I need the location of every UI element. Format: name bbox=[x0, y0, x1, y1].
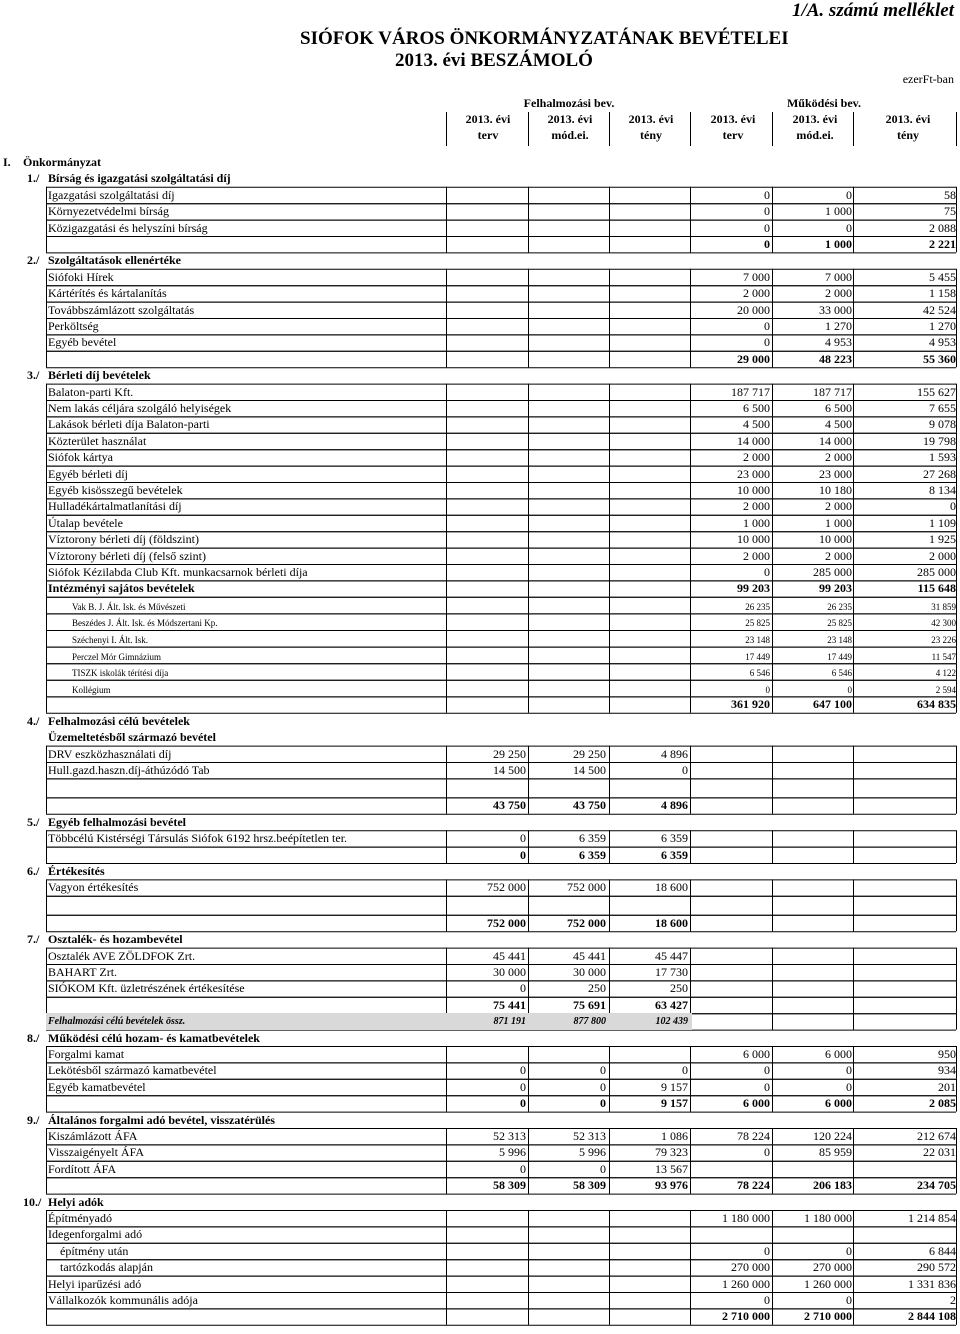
cell-value: 752 000 bbox=[487, 915, 526, 930]
row-label: Osztalék AVE ZÖLDFOK Zrt. bbox=[48, 948, 196, 963]
cell-value: 23 226 bbox=[931, 635, 956, 645]
cell-value: 1 260 000 bbox=[804, 1276, 852, 1291]
cell-value: 58 bbox=[944, 187, 956, 202]
cell-value: 2 085 bbox=[929, 1096, 956, 1111]
header-col-kind: mód.ei. bbox=[551, 128, 589, 142]
cell-value: 23 000 bbox=[737, 466, 770, 481]
cell-value: 0 bbox=[764, 1079, 770, 1094]
cell-value: 0 bbox=[764, 1063, 770, 1078]
cell-value: 9 157 bbox=[661, 1079, 688, 1094]
cell-value: 99 203 bbox=[737, 581, 770, 596]
cell-value: 4 953 bbox=[825, 335, 852, 350]
cell-value: 85 959 bbox=[819, 1145, 852, 1160]
row-label: Egyéb bérleti díj bbox=[48, 466, 128, 481]
row-label: Továbbszámlázott szolgáltatás bbox=[48, 302, 195, 317]
cell-value: 1 270 bbox=[825, 319, 852, 333]
section-title: Bírság és igazgatási szolgáltatási díj bbox=[48, 171, 231, 186]
cell-value: 26 235 bbox=[827, 601, 852, 612]
cell-value: 0 bbox=[764, 1145, 770, 1160]
cell-value: 4 896 bbox=[661, 798, 688, 813]
cell-value: 29 250 bbox=[493, 746, 526, 761]
cell-value: 6 359 bbox=[661, 831, 688, 846]
cell-value: 2 000 bbox=[743, 499, 770, 514]
cell-value: 5 455 bbox=[929, 269, 956, 284]
row-label: építmény után bbox=[60, 1243, 129, 1258]
cell-value: 14 500 bbox=[493, 763, 526, 777]
row-label: Környezetvédelmi bírság bbox=[48, 204, 169, 219]
cell-value: 58 309 bbox=[493, 1178, 526, 1193]
cell-value: 1 000 bbox=[825, 515, 852, 530]
cell-value: 6 000 bbox=[743, 1096, 770, 1111]
cell-value: 11 547 bbox=[931, 651, 956, 662]
row-label: Perczel Mór Gimnázium bbox=[72, 651, 161, 662]
cell-value: 7 000 bbox=[825, 269, 852, 284]
row-label: SIÓKOM Kft. üzletrészének értékesítése bbox=[48, 981, 245, 996]
cell-value: 43 750 bbox=[573, 798, 606, 813]
cell-value: 250 bbox=[588, 981, 606, 996]
cell-value: 115 648 bbox=[917, 581, 956, 596]
cell-value: 290 572 bbox=[917, 1260, 956, 1275]
cell-value: 6 359 bbox=[661, 847, 688, 862]
cell-value: 0 bbox=[846, 187, 852, 202]
row-label: Hull.gazd.haszn.díj-áthúzódó Tab bbox=[48, 763, 210, 777]
cell-value: 22 031 bbox=[923, 1145, 956, 1160]
cell-value: 1 109 bbox=[929, 515, 956, 530]
cell-value: 58 309 bbox=[573, 1178, 606, 1193]
section-number: 9./ bbox=[27, 1112, 40, 1127]
cell-value: 647 100 bbox=[813, 697, 852, 712]
cell-value: 0 bbox=[764, 1293, 770, 1307]
cell-value: 1 214 854 bbox=[908, 1211, 956, 1225]
cell-value: 26 235 bbox=[745, 601, 770, 612]
row-label: Intézményi sajátos bevételek bbox=[48, 581, 195, 596]
cell-value: 270 000 bbox=[731, 1260, 770, 1275]
cell-value: 45 447 bbox=[655, 948, 688, 963]
cell-value: 1 270 bbox=[929, 319, 956, 333]
cell-value: 0 bbox=[520, 1161, 526, 1176]
cell-value: 201 bbox=[938, 1079, 956, 1094]
unit-label: ezerFt-ban bbox=[902, 72, 954, 86]
cell-value: 29 250 bbox=[573, 746, 606, 761]
row-label: Kártérítés és kártalanítás bbox=[48, 286, 167, 301]
cell-value: 6 546 bbox=[831, 668, 852, 679]
row-label: Perköltség bbox=[48, 319, 99, 333]
cell-value: 14 000 bbox=[819, 433, 852, 448]
cell-value: 1 331 836 bbox=[908, 1276, 956, 1291]
document-title: SIÓFOK VÁROS ÖNKORMÁNYZATÁNAK BEVÉTELEI bbox=[300, 28, 789, 49]
cell-value: 9 157 bbox=[661, 1096, 688, 1111]
cell-value: 2 710 000 bbox=[722, 1309, 770, 1324]
row-label: Víztorony bérleti díj (földszint) bbox=[48, 532, 199, 547]
row-label: Vagyon értékesítés bbox=[48, 880, 139, 895]
section-title: Működési célú hozam- és kamatbevételek bbox=[48, 1030, 260, 1045]
section-title: Bérleti díj bevételek bbox=[48, 368, 151, 383]
cell-value: 6 000 bbox=[825, 1047, 852, 1061]
cell-value: 14 000 bbox=[737, 433, 770, 448]
cell-value: 52 313 bbox=[573, 1129, 606, 1143]
cell-value: 155 627 bbox=[917, 384, 956, 399]
cell-value: 950 bbox=[938, 1047, 956, 1061]
row-label: Siófok kártya bbox=[48, 450, 113, 465]
header-col-year: 2013. évi bbox=[792, 112, 838, 126]
cell-value: 7 000 bbox=[743, 269, 770, 284]
cell-value: 55 360 bbox=[923, 351, 956, 366]
cell-value: 8 134 bbox=[929, 483, 956, 497]
row-label: Lekötésből származó kamatbevétel bbox=[48, 1063, 217, 1078]
cell-value: 1 000 bbox=[825, 204, 852, 219]
annex-label: 1/A. számú melléklet bbox=[791, 0, 954, 21]
row-label: Egyéb kisösszegű bevételek bbox=[48, 483, 183, 497]
row-label: Egyéb kamatbevétel bbox=[48, 1079, 146, 1094]
cell-value: 17 449 bbox=[745, 651, 770, 662]
cell-value: 78 224 bbox=[737, 1178, 770, 1193]
cell-value: 23 148 bbox=[745, 635, 770, 645]
cell-value: 18 600 bbox=[655, 915, 688, 930]
cell-value: 1 158 bbox=[929, 286, 956, 301]
cell-value: 285 000 bbox=[917, 565, 956, 579]
cell-value: 18 600 bbox=[655, 880, 688, 895]
cell-value: 10 000 bbox=[737, 483, 770, 497]
header-col-year: 2013. évi bbox=[885, 112, 931, 126]
cell-value: 23 000 bbox=[819, 466, 852, 481]
cell-value: 0 bbox=[600, 1079, 606, 1094]
cell-value: 0 bbox=[764, 220, 770, 235]
cell-value: 14 500 bbox=[573, 763, 606, 777]
cell-value: 361 920 bbox=[731, 697, 770, 712]
row-label: Vállalkozók kommunális adója bbox=[48, 1293, 198, 1307]
cell-value: 0 bbox=[765, 684, 770, 695]
cell-value: 1 086 bbox=[661, 1129, 688, 1143]
cell-value: 0 bbox=[520, 1096, 526, 1111]
row-label: Forgalmi kamat bbox=[48, 1047, 125, 1061]
cell-value: 79 323 bbox=[655, 1145, 688, 1160]
row-label: Egyéb bevétel bbox=[48, 335, 117, 350]
cell-value: 187 717 bbox=[731, 384, 770, 399]
cell-value: 0 bbox=[682, 1063, 688, 1078]
row-label: DRV eszközhasználati díj bbox=[48, 746, 172, 761]
section-number: I. bbox=[3, 155, 11, 169]
cell-value: 13 567 bbox=[655, 1161, 688, 1176]
cell-value: 52 313 bbox=[493, 1129, 526, 1143]
cell-value: 10 000 bbox=[737, 532, 770, 547]
row-label: Közterület használat bbox=[48, 433, 147, 448]
cell-value: 1 180 000 bbox=[804, 1211, 852, 1225]
cell-value: 212 674 bbox=[917, 1129, 956, 1143]
row-label: Nem lakás céljára szolgáló helyiségek bbox=[48, 401, 232, 415]
section-number: 1./ bbox=[27, 171, 40, 186]
row-label: Víztorony bérleti díj (felső szint) bbox=[48, 548, 206, 563]
cell-value: 2 000 bbox=[825, 286, 852, 301]
row-label: Felhalmozási célú bevételek össz. bbox=[48, 1016, 186, 1028]
cell-value: 2 000 bbox=[743, 286, 770, 301]
cell-value: 2 594 bbox=[935, 684, 956, 695]
cell-value: 75 691 bbox=[573, 997, 606, 1012]
cell-value: 0 bbox=[764, 237, 770, 251]
cell-value: 48 223 bbox=[819, 351, 852, 366]
section-number: 6./ bbox=[27, 864, 40, 878]
cell-value: 2 844 108 bbox=[908, 1309, 956, 1324]
section-title: Önkormányzat bbox=[23, 155, 101, 169]
row-label: Helyi iparűzési adó bbox=[48, 1276, 142, 1291]
cell-value: 23 148 bbox=[827, 635, 852, 645]
cell-value: 250 bbox=[670, 981, 688, 996]
cell-value: 6 359 bbox=[579, 831, 606, 846]
section-title: Osztalék- és hozambevétel bbox=[48, 932, 183, 947]
row-label: Idegenforgalmi adó bbox=[48, 1227, 143, 1242]
cell-value: 0 bbox=[520, 981, 526, 996]
cell-value: 877 800 bbox=[573, 1016, 606, 1028]
cell-value: 0 bbox=[600, 1063, 606, 1078]
cell-value: 6 359 bbox=[579, 847, 606, 862]
header-col-kind: mód.ei. bbox=[796, 128, 834, 142]
cell-value: 0 bbox=[764, 565, 770, 579]
row-label: Vak B. J. Ált. Isk. és Művészeti bbox=[72, 601, 186, 612]
section-number: 3./ bbox=[27, 368, 40, 383]
cell-value: 45 441 bbox=[493, 948, 526, 963]
header-col-kind: terv bbox=[477, 128, 499, 142]
header-col-year: 2013. évi bbox=[547, 112, 593, 126]
cell-value: 934 bbox=[938, 1063, 956, 1078]
row-label: Útalap bevétele bbox=[48, 515, 123, 530]
cell-value: 42 524 bbox=[923, 302, 956, 317]
cell-value: 270 000 bbox=[813, 1260, 852, 1275]
cell-value: 2 710 000 bbox=[804, 1309, 852, 1324]
cell-value: 30 000 bbox=[573, 965, 606, 979]
cell-value: 29 000 bbox=[737, 351, 770, 366]
section-title: Felhalmozási célú bevételek bbox=[48, 713, 190, 728]
cell-value: 17 730 bbox=[655, 965, 688, 979]
cell-value: 0 bbox=[846, 1063, 852, 1078]
cell-value: 78 224 bbox=[737, 1129, 770, 1143]
cell-value: 63 427 bbox=[655, 997, 688, 1012]
cell-value: 752 000 bbox=[567, 880, 606, 895]
cell-value: 5 996 bbox=[579, 1145, 606, 1160]
row-label: Kiszámlázott ÁFA bbox=[48, 1129, 138, 1143]
row-label: Közigazgatási és helyszíni bírság bbox=[48, 220, 208, 235]
cell-value: 871 191 bbox=[493, 1016, 526, 1028]
section-number: 4./ bbox=[27, 713, 40, 728]
cell-value: 1 260 000 bbox=[722, 1276, 770, 1291]
cell-value: 43 750 bbox=[493, 798, 526, 813]
row-label: BAHART Zrt. bbox=[48, 965, 118, 979]
cell-value: 4 500 bbox=[743, 417, 770, 432]
cell-value: 4 896 bbox=[661, 746, 688, 761]
cell-value: 752 000 bbox=[487, 880, 526, 895]
subsection-title: Üzemeltetésből származó bevétel bbox=[48, 730, 216, 745]
cell-value: 2 000 bbox=[825, 499, 852, 514]
cell-value: 120 224 bbox=[813, 1129, 852, 1143]
document-subtitle: 2013. évi BESZÁMOLÓ bbox=[395, 50, 593, 71]
cell-value: 2 bbox=[950, 1293, 956, 1307]
cell-value: 4 953 bbox=[929, 335, 956, 350]
cell-value: 6 844 bbox=[929, 1243, 956, 1258]
cell-value: 6 000 bbox=[825, 1096, 852, 1111]
section-number: 7./ bbox=[27, 932, 40, 947]
cell-value: 0 bbox=[520, 1079, 526, 1094]
cell-value: 1 593 bbox=[929, 450, 956, 465]
cell-value: 4 122 bbox=[935, 668, 956, 679]
cell-value: 2 000 bbox=[825, 548, 852, 563]
cell-value: 0 bbox=[764, 1243, 770, 1258]
row-label: Visszaigényelt ÁFA bbox=[48, 1145, 145, 1160]
cell-value: 30 000 bbox=[493, 965, 526, 979]
section-number: 2./ bbox=[27, 253, 40, 268]
header-col-kind: tény bbox=[640, 128, 662, 142]
cell-value: 187 717 bbox=[813, 384, 852, 399]
header-col-year: 2013. évi bbox=[465, 112, 511, 126]
cell-value: 0 bbox=[520, 1063, 526, 1078]
cell-value: 102 439 bbox=[655, 1016, 688, 1028]
cell-value: 25 825 bbox=[827, 618, 852, 629]
cell-value: 17 449 bbox=[827, 651, 852, 662]
cell-value: 0 bbox=[764, 319, 770, 333]
header-group-mukodesi: Működési bev. bbox=[786, 96, 861, 110]
cell-value: 2 000 bbox=[743, 548, 770, 563]
cell-value: 10 180 bbox=[819, 483, 852, 497]
row-label: Igazgatási szolgáltatási díj bbox=[48, 187, 175, 202]
cell-value: 6 546 bbox=[749, 668, 770, 679]
row-label: Beszédes J. Ált. Isk. és Módszertani Kp. bbox=[72, 618, 218, 629]
header-group-felhalmozasi: Felhalmozási bev. bbox=[523, 96, 615, 110]
header-col-kind: tény bbox=[897, 128, 919, 142]
cell-value: 5 996 bbox=[499, 1145, 526, 1160]
cell-value: 6 000 bbox=[743, 1047, 770, 1061]
cell-value: 2 088 bbox=[929, 220, 956, 235]
row-label: TISZK iskolák térítési díja bbox=[72, 668, 169, 679]
cell-value: 42 300 bbox=[931, 618, 956, 629]
cell-value: 234 705 bbox=[917, 1178, 956, 1193]
cell-value: 634 835 bbox=[917, 697, 956, 712]
cell-value: 1 000 bbox=[825, 237, 852, 251]
cell-value: 0 bbox=[950, 499, 956, 514]
row-label: Balaton-parti Kft. bbox=[48, 384, 134, 399]
row-label: Építményadó bbox=[48, 1211, 112, 1225]
section-title: Helyi adók bbox=[48, 1194, 104, 1209]
cell-value: 6 500 bbox=[743, 401, 770, 415]
cell-value: 0 bbox=[846, 1293, 852, 1307]
cell-value: 0 bbox=[764, 335, 770, 350]
cell-value: 20 000 bbox=[737, 302, 770, 317]
section-title: Szolgáltatások ellenértéke bbox=[48, 253, 181, 268]
cell-value: 285 000 bbox=[813, 565, 852, 579]
cell-value: 0 bbox=[520, 831, 526, 846]
row-label: Siófok Kézilabda Club Kft. munkacsarnok bérleti díja bbox=[48, 565, 308, 579]
cell-value: 2 000 bbox=[929, 548, 956, 563]
cell-value: 1 925 bbox=[929, 532, 956, 547]
cell-value: 0 bbox=[847, 684, 852, 695]
cell-value: 206 183 bbox=[813, 1178, 852, 1193]
cell-value: 33 000 bbox=[819, 302, 852, 317]
cell-value: 0 bbox=[846, 1243, 852, 1258]
cell-value: 0 bbox=[846, 1079, 852, 1094]
row-label: Többcélú Kistérségi Társulás Siófok 6192 hrsz.beépítetlen ter. bbox=[48, 831, 348, 846]
header-col-year: 2013. évi bbox=[628, 112, 674, 126]
cell-value: 0 bbox=[520, 847, 526, 862]
cell-value: 9 078 bbox=[929, 417, 956, 432]
cell-value: 27 268 bbox=[923, 466, 956, 481]
row-label: Lakások bérleti díja Balaton-parti bbox=[48, 417, 210, 432]
section-number: 8./ bbox=[27, 1030, 40, 1045]
cell-value: 0 bbox=[764, 187, 770, 202]
cell-value: 31 859 bbox=[931, 601, 956, 612]
row-label: Fordított ÁFA bbox=[48, 1161, 117, 1176]
cell-value: 99 203 bbox=[819, 581, 852, 596]
cell-value: 1 000 bbox=[743, 515, 770, 530]
cell-value: 0 bbox=[764, 204, 770, 219]
cell-value: 10 000 bbox=[819, 532, 852, 547]
section-title: Értékesítés bbox=[48, 864, 105, 878]
row-label: Hulladékártalmatlanítási díj bbox=[48, 499, 182, 514]
cell-value: 752 000 bbox=[567, 915, 606, 930]
cell-value: 0 bbox=[846, 220, 852, 235]
cell-value: 0 bbox=[600, 1161, 606, 1176]
header-col-kind: terv bbox=[722, 128, 744, 142]
cell-value: 7 655 bbox=[929, 401, 956, 415]
cell-value: 1 180 000 bbox=[722, 1211, 770, 1225]
row-label: Siófoki Hírek bbox=[48, 269, 114, 284]
row-label: Kollégium bbox=[72, 684, 111, 695]
cell-value: 19 798 bbox=[923, 433, 956, 448]
cell-value: 45 441 bbox=[573, 948, 606, 963]
section-title: Általános forgalmi adó bevétel, visszatérülés bbox=[48, 1112, 275, 1127]
section-number: 5./ bbox=[27, 814, 40, 829]
cell-value: 2 221 bbox=[929, 237, 956, 251]
cell-value: 4 500 bbox=[825, 417, 852, 432]
header-col-year: 2013. évi bbox=[710, 112, 756, 126]
cell-value: 0 bbox=[600, 1096, 606, 1111]
cell-value: 93 976 bbox=[655, 1178, 688, 1193]
row-label: tartózkodás alapján bbox=[60, 1260, 153, 1275]
cell-value: 2 000 bbox=[825, 450, 852, 465]
cell-value: 25 825 bbox=[745, 618, 770, 629]
row-label: Széchenyi I. Ált. Isk. bbox=[72, 635, 148, 645]
cell-value: 75 441 bbox=[493, 997, 526, 1012]
section-title: Egyéb felhalmozási bevétel bbox=[48, 814, 186, 829]
cell-value: 0 bbox=[682, 763, 688, 777]
section-number: 10./ bbox=[23, 1194, 42, 1209]
cell-value: 2 000 bbox=[743, 450, 770, 465]
cell-value: 75 bbox=[944, 204, 956, 219]
cell-value: 6 500 bbox=[825, 401, 852, 415]
